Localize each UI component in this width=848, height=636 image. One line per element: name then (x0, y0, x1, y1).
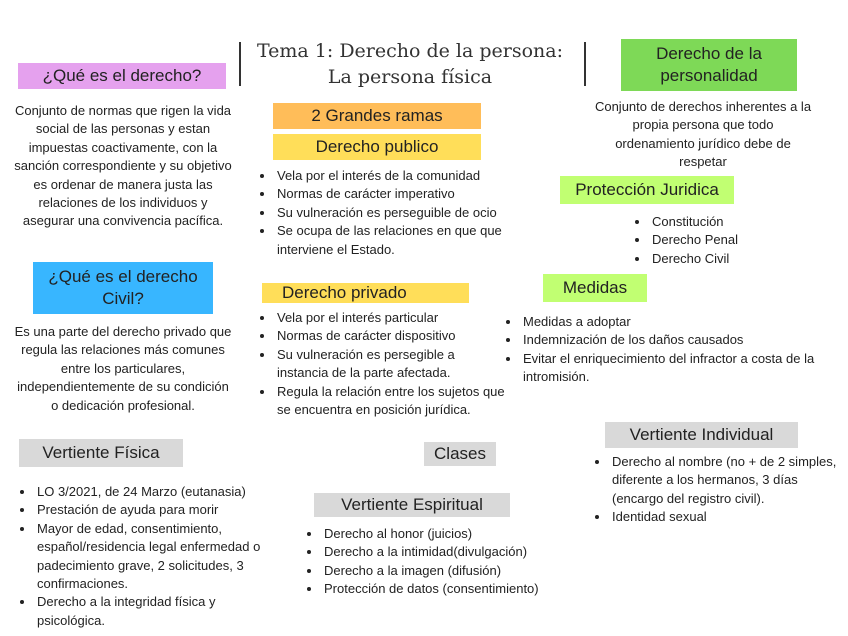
list-item: • Constitución (650, 213, 790, 231)
list-item: • Derecho a la integridad física y psicológica. (35, 593, 271, 630)
list-item: • Derecho Penal (650, 231, 790, 249)
list-medidas (506, 313, 846, 387)
list-item: • Su vulneración es persegible a instancia de la parte afectada. (275, 346, 505, 383)
heading-derecho-personalidad: Derecho de la personalidad (621, 39, 797, 91)
list-item: • Vela por el interés de la comunidad (275, 167, 505, 185)
list-item: • Derecho al honor (juicios) (322, 525, 572, 543)
heading-vertiente-espiritual: Vertiente Espiritual (314, 493, 510, 517)
list-item: • Derecho a la imagen (difusión) (322, 562, 572, 580)
title-divider-left (239, 42, 241, 86)
list-vertiente-individual (595, 453, 846, 527)
list-derecho-privado (260, 309, 505, 419)
list-item: • Su vulneración es perseguible de ocio (275, 204, 505, 222)
list-item: • Mayor de edad, consentimiento, español/residencia legal enfermedad o padecimiento grave, 2 solicitudes, 3 confirmaciones. (35, 520, 271, 594)
list-item: • Derecho Civil (650, 250, 790, 268)
list-item: • Normas de carácter dispositivo (275, 327, 505, 345)
heading-que-es-derecho: ¿Qué es el derecho? (18, 63, 226, 89)
list-item: • Regula la relación entre los sujetos que se encuentra en posición jurídica. (275, 383, 505, 420)
list-derecho-publico (260, 167, 505, 259)
list-vertiente-espiritual (307, 525, 572, 599)
list-item: • Prestación de ayuda para morir (35, 501, 271, 519)
list-item: • Evitar el enriquecimiento del infractor a costa de la intromisión. (521, 350, 846, 387)
heading-clases: Clases (424, 442, 496, 466)
list-item: • Identidad sexual (610, 508, 846, 526)
title-divider-right (584, 42, 586, 86)
heading-grandes-ramas: 2 Grandes ramas (273, 103, 481, 129)
list-item: • Se ocupa de las relaciones en que que interviene el Estado. (275, 222, 505, 259)
heading-derecho-privado: Derecho privado (262, 283, 469, 303)
heading-vertiente-fisica: Vertiente Física (19, 439, 183, 467)
heading-vertiente-individual: Vertiente Individual (605, 422, 798, 448)
heading-derecho-publico: Derecho publico (273, 134, 481, 160)
heading-medidas: Medidas (543, 274, 647, 302)
list-vertiente-fisica (20, 483, 271, 630)
heading-que-es-derecho-civil: ¿Qué es el derecho Civil? (33, 262, 213, 314)
heading-proteccion-juridica: Protección Juridica (560, 176, 734, 204)
text-que-es-derecho-civil: Es una parte del derecho privado que regula las relaciones más comunes entre los particulares, independientemente de su condición o dedicación profesional. (14, 324, 232, 413)
list-item: • Vela por el interés particular (275, 309, 505, 327)
list-item: • LO 3/2021, de 24 Marzo (eutanasia) (35, 483, 271, 501)
list-item: • Normas de carácter imperativo (275, 185, 505, 203)
list-proteccion-juridica (635, 213, 790, 268)
list-item: • Indemnización de los daños causados (521, 331, 846, 349)
list-item: • Medidas a adoptar (521, 313, 846, 331)
text-que-es-derecho: Conjunto de normas que rigen la vida social de las personas y estan impuestas coactivamente, con la sanción correspondiente y su objetivo es ordenar de manera justa las relaciones de los individuos y asegurar una convivencia pacífica. (14, 103, 232, 229)
list-item: • Derecho a la intimidad(divulgación) (322, 543, 572, 561)
text-derecho-personalidad: Conjunto de derechos inherentes a la propia persona que todo ordenamiento jurídico debe de respetar (594, 99, 812, 170)
list-item: • Protección de datos (consentimiento) (322, 580, 572, 598)
page-title: Tema 1: Derecho de la persona: La persona física (256, 40, 564, 88)
list-item: • Derecho al nombre (no + de 2 simples, diferente a los hermanos, 3 días (encargo del registro civil). (610, 453, 846, 508)
